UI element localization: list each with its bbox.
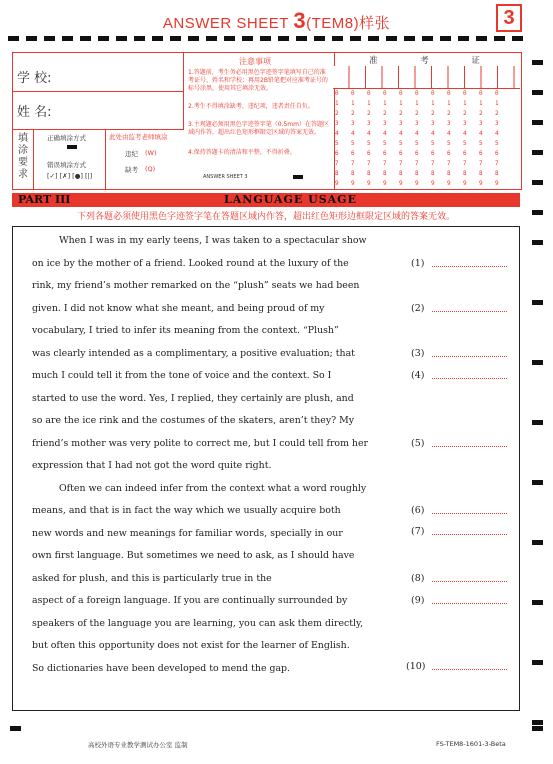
sheet-number-box: 3: [496, 4, 522, 32]
passage-line: vocabulary, I tried to infer its meaning from the context. “Plush”: [32, 325, 339, 336]
footer-code: FS-TEM8-1601-3-Beta: [436, 740, 506, 748]
name-field[interactable]: [63, 97, 179, 123]
passage-line: on ice by the mother of a friend. Looked round at the luxury of the: [32, 258, 349, 269]
passage-line: When I was in my early teens, I was taken to a spectacular show: [59, 235, 367, 246]
school-field[interactable]: [63, 61, 179, 87]
passage-line: asked for plush, and this is particularly true in the: [32, 573, 272, 584]
answer-number: (10): [406, 661, 426, 672]
answer-blank-5[interactable]: [432, 438, 507, 447]
passage-line: so are the ice rink and the costumes of the skaters, aren’t they? My: [32, 415, 355, 426]
correct-fill-label: 正确填涂方式: [47, 134, 86, 142]
answer-number: (2): [411, 303, 425, 314]
exam-number-entry[interactable]: [333, 66, 520, 89]
passage-line: much I could tell it from the tone of voice and the context. So I: [32, 370, 332, 381]
answer-blank-4[interactable]: [432, 370, 507, 379]
exam-number-grid: 准 考 证 0 1 2 3 4 5 6 7 8 9 0 1 2 3 4 5 6 7 8 9 0 1 2 3 4 5 6 7 8 9 0 1 2 3 4 5 6 7 8 9 0 1 2 3 4 5 6 7 8 9 0 1 2 3 4 5 6 7 8 9 0 1 2 3 4 5 6 7 8 9 0 1 2 3 4 5 6 7 8 9 0 1 2 3 4 5 6 7 8 9 0 1 2 3 4 5 6 7 8 9 0 1 2 3 4 5 6 7 8 9: [333, 52, 520, 188]
part-header: [12, 193, 520, 207]
passage-line: own first language. But sometimes we need to ask, as I should have: [32, 550, 355, 561]
violation-label: 违纪: [125, 150, 138, 158]
passage-line: means, and that is in fact the way which we usually acquire both: [32, 505, 341, 516]
absent-bubble[interactable]: (Q): [145, 165, 156, 173]
answer-number: (8): [411, 573, 425, 584]
answer-blank-3[interactable]: [432, 348, 507, 357]
sheet-mark: [293, 175, 303, 179]
wrong-fill-label: 错误填涂方式: [47, 161, 86, 169]
notice-3: 3.主观题必须用黑色字迹签字笔（0.5mm）在答题区域内作答，超出红色矩形框限定区域的答案无效。: [188, 121, 329, 136]
answer-blank-1[interactable]: [432, 258, 507, 267]
part-number: PART III: [18, 193, 71, 206]
passage-line: was clearly intended as a complimentary, a positive evaluation; that: [32, 348, 355, 359]
passage-line: Often we can indeed infer from the context what a word roughly: [59, 483, 367, 494]
part-title: LANGUAGE USAGE: [224, 193, 357, 206]
instruction: 下列各题必须使用黑色字迹签字笔在答题区域内作答，超出红色矩形边框限定区域的答案无效。: [76, 212, 455, 222]
answer-blank-9[interactable]: [432, 595, 507, 604]
notice-1: 1.答题前，考生务必用黑色字迹签字笔填写自己的准考证号、姓名和学校；再用2B铅笔把对应准考证号的标号涂黑，使用其它填涂无效。: [188, 69, 328, 92]
passage-line: started to use the word. Yes, I replied, they certainly are plush, and: [32, 393, 354, 404]
passage-line: given. I did not know what she meant, and being proud of my: [32, 303, 325, 314]
answer-blank-2[interactable]: [432, 303, 507, 312]
answer-number: (7): [411, 526, 425, 537]
passage-line: but often this opportunity does not exist for the learner of English.: [32, 640, 350, 651]
school-label: 学 校:: [17, 71, 52, 86]
passage-line: So dictionaries have been developed to mend the gap.: [32, 663, 291, 674]
sheet-label: ANSWER SHEET 3: [203, 174, 248, 180]
passage-line: aspect of a foreign language. If you are continually surrounded by: [32, 595, 348, 606]
passage-line: speakers of the language you are learning, you can ask them directly,: [32, 618, 364, 629]
answer-blank-7[interactable]: [432, 526, 507, 535]
answer-number: (3): [411, 348, 425, 359]
wrong-fill-samples: [✓] [✗] [●] [|]: [47, 172, 93, 180]
notice-2: 2.考生不得填涂缺考、违纪项，违者责任自负。: [188, 103, 314, 110]
passage-line: rink, my friend’s mother remarked on the “plush” seats we had been: [32, 280, 360, 291]
footer-issuer: 高校外语专业教学测试办公室 监制: [88, 741, 188, 749]
answer-number: (4): [411, 370, 425, 381]
answer-area: [12, 226, 520, 711]
answer-blank-10[interactable]: [432, 661, 507, 670]
name-label: 姓 名:: [17, 105, 52, 120]
passage-line: new words and new meanings for familiar words, specially in our: [32, 528, 343, 539]
passage-line: expression that I had not got the word quite right.: [32, 460, 272, 471]
answer-number: (1): [411, 258, 425, 269]
answer-blank-6[interactable]: [432, 505, 507, 514]
passage-line: friend’s mother was very polite to correct me, but I could tell from her: [32, 438, 369, 449]
answer-number: (6): [411, 505, 425, 516]
correct-fill-sample: [67, 145, 77, 149]
notice-4: 4.保持答题卡的清洁和平整，不得折叠。: [188, 149, 296, 156]
answer-number: (9): [411, 595, 425, 606]
violation-bubble[interactable]: (W): [145, 149, 157, 157]
sheet-title: ANSWER SHEET 3(TEM8)样张: [162, 8, 391, 33]
notice-title: 注意事项: [239, 57, 271, 66]
answer-number: (5): [411, 438, 425, 449]
fill-req-label: 填涂要求: [18, 133, 28, 180]
absent-label: 缺考: [125, 166, 138, 174]
answer-blank-8[interactable]: [432, 573, 507, 582]
supervisor-label: 此处由监考老师填涂: [109, 133, 168, 141]
exam-number-label: 准 考 证: [369, 56, 500, 66]
